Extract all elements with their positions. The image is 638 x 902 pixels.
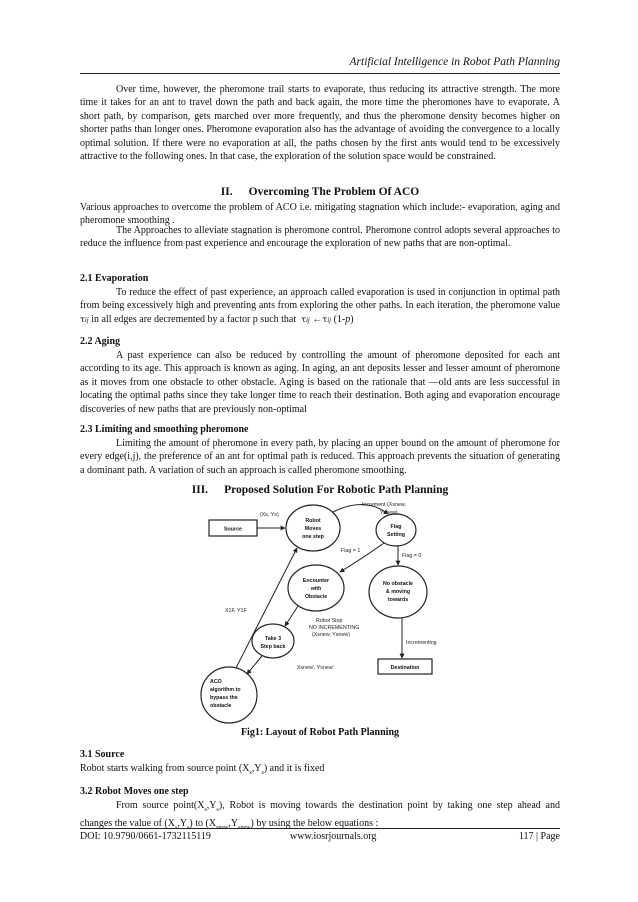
moves-sub-s3: s [174,825,178,832]
tau-subscript-rhs: ij [327,315,332,324]
label-flag-0: Flag = 0 [402,553,422,559]
tau-symbol-lhs: τ [301,314,306,324]
moves-comma-2: ,Y [177,818,188,830]
tau-subscript: ij [84,315,89,324]
flag-setting-node [376,514,416,546]
subsection-2-3-title: 2.3 Limiting and smoothing pheromone [80,424,249,435]
label-robot-stop-1: Robot Stop [316,618,343,624]
robot-label-1: Robot [305,518,321,524]
factor-close: ) [350,313,354,325]
noobs-label-3: towards [387,597,409,603]
source-text-b: ) and it is fixed [263,763,325,774]
moves-text-d: ) by using the below equations : [250,818,379,830]
moves-sub-snew-1: snew [216,825,229,832]
moves-sub-s2: s [216,807,219,813]
footer-page: 117 | Page [518,831,560,842]
encounter-label-2: with [310,586,322,592]
noobs-label-2: & moving [385,589,411,595]
robot-label-3: one step [302,534,324,540]
section-2-number: II. [220,186,233,198]
aco-label-2: algorithm to [210,687,241,693]
moves-sub-s4: s [187,825,190,832]
moves-text-c: ) to (X [189,818,217,830]
footer-doi: DOI: 10.9790/0661-1732115119 [80,831,211,842]
moves-comma-3: ,Y [228,818,239,830]
section-3-number: III. [191,484,209,496]
label-xs-ys: (Xs, Ys) [260,512,279,518]
source-sub-1: s [249,770,252,776]
destination-label: Destination [390,665,420,671]
subsection-3-2-title: 3.2 Robot Moves one step [80,786,189,797]
subsection-2-2-text: A past experience can also be reduced by controlling the amount of pheromone deposited for each ant according to its age. This approach is known as aging. In aging, an ant deposits lesser and lesser amount of pheromone as it moves from one obstacle to other obstacle. Aging is based on the rationale that ―old ants are less successful in locating the optimal paths since they take longer time to reach their destination. Both aging and evaporation encourage discoveries of new paths that are previously non-optimal [80,350,560,415]
encounter-label-3: Obstacle [304,594,328,600]
flag-label-2: Setting [387,532,405,538]
section-2-para-2: The Approaches to alleviate stagnation is pheromone control. Pheromone control adopts several approaches to reduce the influence from past experience and encourage the exploration of new paths that are non-optimal. [80,225,560,250]
source-text-a: Robot starts walking from source point (X [80,763,250,774]
tau-symbol-rhs: τ [322,314,328,324]
label-xsnew-ysnew: Xsnew', Ysnew' [297,665,334,671]
robot-label-2: Moves [304,526,322,532]
moves-comma-1: ,Y [206,800,217,811]
take-label-2: Step back [260,644,286,650]
tau-subscript-lhs: ij [305,315,310,324]
aco-label-4: obstacle [210,703,232,709]
flag-label-1: Flag [390,524,402,530]
figure-caption: Fig1: Layout of Robot Path Planning [240,727,400,738]
footer-site: www.iosrjournals.org [290,831,377,842]
aco-label-3: bypass the [210,695,238,701]
intro-paragraph: Over time, however, the pheromone trail starts to evaporate, thus reducing its attractive strength. The more time it takes for an ant to travel down the path and back again, the more time the pheromones have to evaporate. A short path, by comparison, gets marched over more frequently, and thus the pheromone density becomes higher on shorter paths than longer ones. Pheromone evaporation also has the advantage of avoiding the convergence to a locally optimal solution. If there were no evaporation at all, the paths chosen by the first ants would tend to be excessively attractive to the following ones. In that case, the exploration of the solution space would be constrained. [80,84,560,163]
moves-text-b: ), Robot is moving towards the destination point by taking one step ahead and changes the value of (X [80,800,560,830]
tau-symbol: τ [80,314,85,324]
section-3-title: Proposed Solution For Robotic Path Planning [224,484,449,496]
moves-text-a: From source point(X [116,800,205,811]
label-x1f-y1f: X1F, Y1F [225,608,247,614]
evaporation-text-b: in all edges are decremented by a factor p such that [91,313,297,325]
running-header: Artificial Intelligence in Robot Path Planning [349,56,560,68]
subsection-3-1-text [80,762,560,780]
factor-var: p [345,313,351,325]
label-robot-stop-2: NO INCREMENTING [309,625,360,631]
label-robot-stop-3: (Xsnew, Ysnew) [312,632,350,638]
source-sub-2: s [261,770,264,776]
section-2-title: Overcoming The Problem Of ACO [248,186,420,198]
encounter-label-1: Encounter [302,578,330,584]
moves-sub-s1: s [204,807,207,813]
aco-label-1: ACO [210,679,222,685]
noobs-label-1: No obstacle [382,581,414,587]
subsection-2-2-title: 2.2 Aging [80,336,121,347]
subsection-3-1-title: 3.1 Source [80,749,125,760]
label-increment-1: Increment (Xsnew, [362,502,406,508]
label-increment-2: Ysnew) [380,510,398,516]
take-label-1: Take 3 [264,636,282,642]
footer-rule [80,828,560,829]
subsection-2-1-title: 2.1 Evaporation [80,273,149,284]
assign-arrow: ← [312,313,323,325]
factor-open: (1- [333,313,346,325]
source-label: Source [224,526,242,533]
section-2-para-1: Various approaches to overcome the problem of ACO i.e. mitigating stagnation which include:- evaporation, aging and pheromone smoothing . [80,202,560,227]
evaporation-text-a: To reduce the effect of past experience, an approach called evaporation is used in conjunction in optimal path from being excessively high and preventing ants from exploring the other paths. In each iteration, the pheromone value [80,287,560,312]
label-flag-1: Flag = 1 [341,548,361,554]
arrow-takeback-to-aco [247,656,262,674]
moves-sub-snew-2: snew [238,825,251,832]
arrow-encounter-to-takeback [285,606,298,626]
label-incrementing: Incrementing [406,640,437,646]
source-comma: ,Y [251,763,262,774]
subsection-2-3-text: Limiting the amount of pheromone in every path, by placing an upper bound on the amount of pheromone for every edge(i,j), the preference of an ant for optimal path is reduced. This approach prevents the situation of generating a dominant path. A variation of such an approach is called pheromone smoothing. [80,438,560,476]
